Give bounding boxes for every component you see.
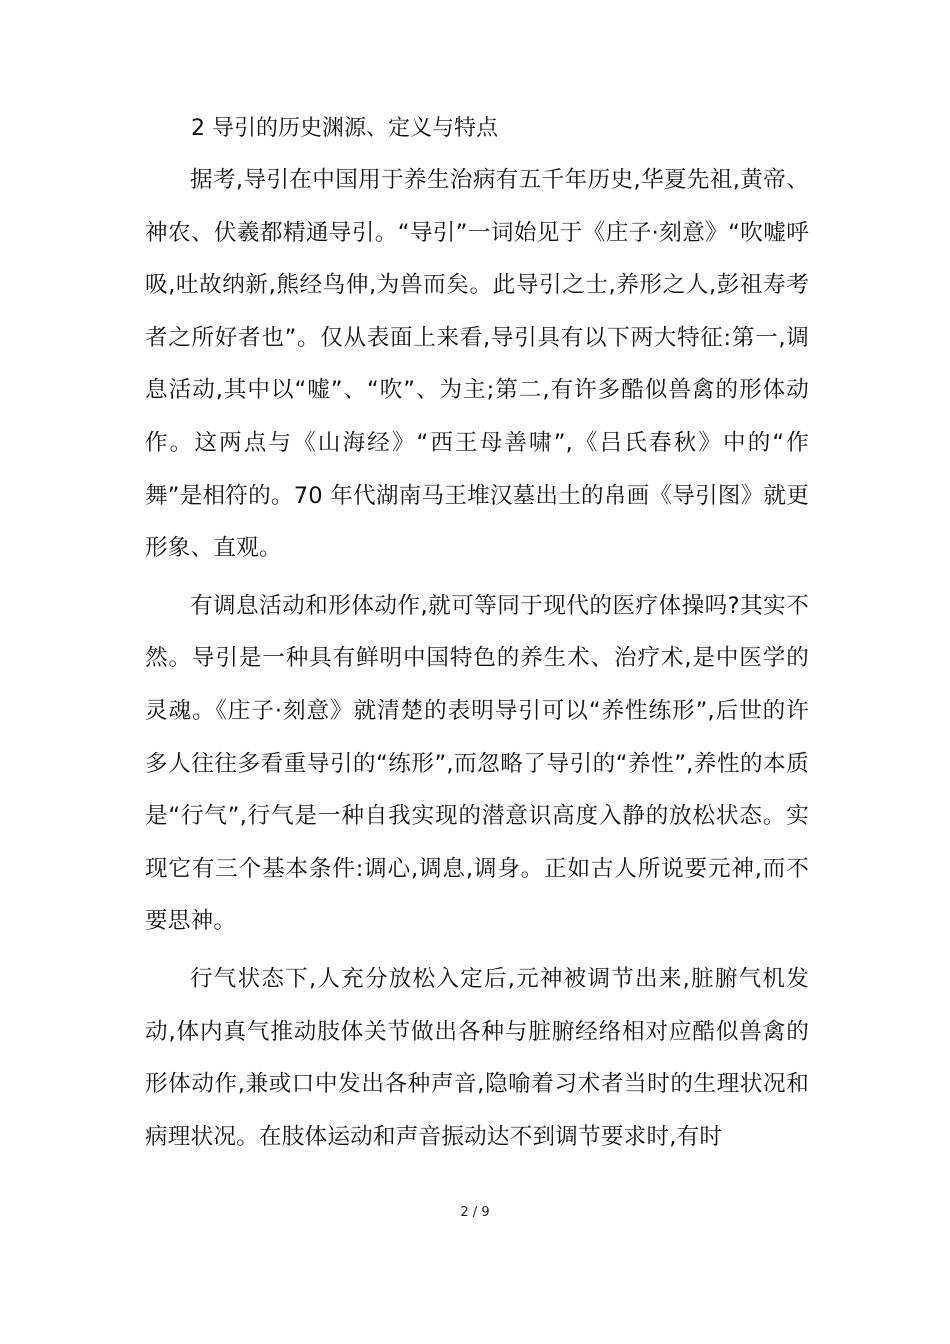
paragraph-definition: 有调息活动和形体动作,就可等同于现代的医疗体操吗?其实不然。导引是一种具有鲜明中国特色的养生术、治疗术,是中医学的灵魂。《庄子·刻意》就清楚的表明导引可以“养性练形”,后世的许多人往往多看重导引的“练形”,而忽略了导引的“养性”,养性的本质是“行气”,行气是一种自我实现的潜意识高度入静的放松状态。实现它有三个基本条件:调心,调息,调身。正如古人所说要元神,而不要思神。 (145, 592, 809, 935)
body-text (145, 104, 809, 1163)
paragraph-history: 据考,导引在中国用于养生治病有五千年历史,华夏先祖,黄帝、神农、伏羲都精通导引。“导引”一词始见于《庄子·刻意》“吹嘘呼吸,吐故纳新,熊经鸟伸,为兽而矣。此导引之士,养形之人,彭祖寿考者之所好者也”。仅从表面上来看,导引具有以下两大特征:第一,调息活动,其中以“嘘”、“吹”、为主;第二,有许多酷似兽禽的形体动作。这两点与《山海经》“西王母善啸”,《吕氏春秋》中的“作舞”是相符的。70 年代湖南马王堆汉墓出土的帛画《导引图》就更形象、直观。 (145, 167, 809, 562)
paragraph-qi-state: 行气状态下,人充分放松入定后,元神被调节出来,脏腑气机发动,体内真气推动肢体关节做出各种与脏腑经络相对应酷似兽禽的形体动作,兼或口中发出各种声音,隐喻着习术者当时的生理状况和病理状况。在肢体运动和声音振动达不到调节要求时,有时 (145, 965, 809, 1150)
page-number: 2 / 9 (460, 1205, 490, 1220)
section-heading: 2 导引的历史渊源、定义与特点 (191, 116, 498, 141)
